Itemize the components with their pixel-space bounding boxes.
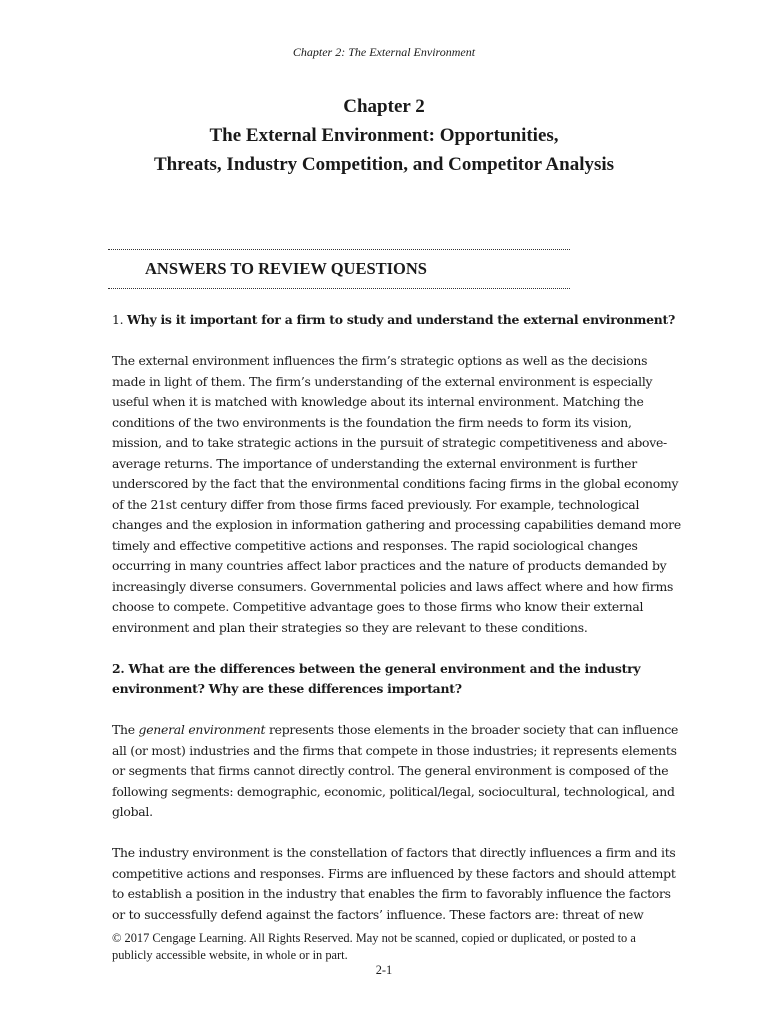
answer-2-paragraph-1 xyxy=(112,720,682,823)
answer-2-rest: represents those elements in the broader society that can influence all (or most) industries and the firms that compete in those industries; it represents elements or segments that firms cannot directly control. The general environment is composed of the following segments: demographic, economic, political/legal, sociocultural, technological, and global. xyxy=(112,722,679,819)
question-1-text: Why is it important for a firm to study and understand the external environment? xyxy=(127,312,676,327)
section-divider-bottom xyxy=(108,288,570,289)
answer-2-paragraph-2: The industry environment is the constellation of factors that directly influences a firm and its competitive actions and responses. Firms are influenced by these factors and should attempt to establish a position in the industry that enables the firm to favorably influence the factors or to successfully defend against the factors’ influence. These factors are: threat of new xyxy=(112,845,676,922)
question-1 xyxy=(112,310,682,331)
chapter-title-line-1: The External Environment: Opportunities, xyxy=(209,125,559,146)
document-body xyxy=(112,310,682,946)
general-environment-term: general environment xyxy=(138,722,266,737)
answer-1: The external environment influences the firm’s strategic options as well as the decisions made in light of them. The firm’s understanding of the external environment is especially useful when it is matched with knowledge about its internal environment. Matching the conditions of the two environments is the foundation the firm needs to form its vision, mission, and to take strategic actions in the pursuit of strategic competitiveness and above-average returns. The importance of understanding the external environment is further underscored by the fact that the environmental conditions facing firms in the global economy of the 21st century differ from those firms faced previously. For example, technological changes and the explosion in information gathering and processing capabilities demand more timely and effective competitive actions and responses. The rapid sociological changes occurring in many countries affect labor practices and the nature of products demanded by increasingly diverse consumers. Governmental policies and laws affect where and how firms choose to compete. Competitive advantage goes to those firms who know their external environment and plan their strategies so they are relevant to these conditions. xyxy=(112,353,681,635)
chapter-title-line-2: Threats, Industry Competition, and Competitor Analysis xyxy=(153,154,615,175)
running-header: Chapter 2: The External Environment xyxy=(292,45,476,59)
section-divider-top xyxy=(108,249,570,250)
copyright-footer: © 2017 Cengage Learning. All Rights Reserved. May not be scanned, copied or duplicated, or posted to a publicly accessible website, in whole or in part. xyxy=(112,931,636,962)
page-number: 2-1 xyxy=(375,963,393,977)
question-2: 2. What are the differences between the general environment and the industry environment? Why are these differences important? xyxy=(112,660,641,696)
question-1-number: 1. xyxy=(112,312,128,327)
chapter-number: Chapter 2 xyxy=(343,96,425,117)
section-heading: ANSWERS TO REVIEW QUESTIONS xyxy=(145,259,427,278)
chapter-title-block xyxy=(0,92,768,179)
answer-2-lead: The xyxy=(112,722,139,737)
